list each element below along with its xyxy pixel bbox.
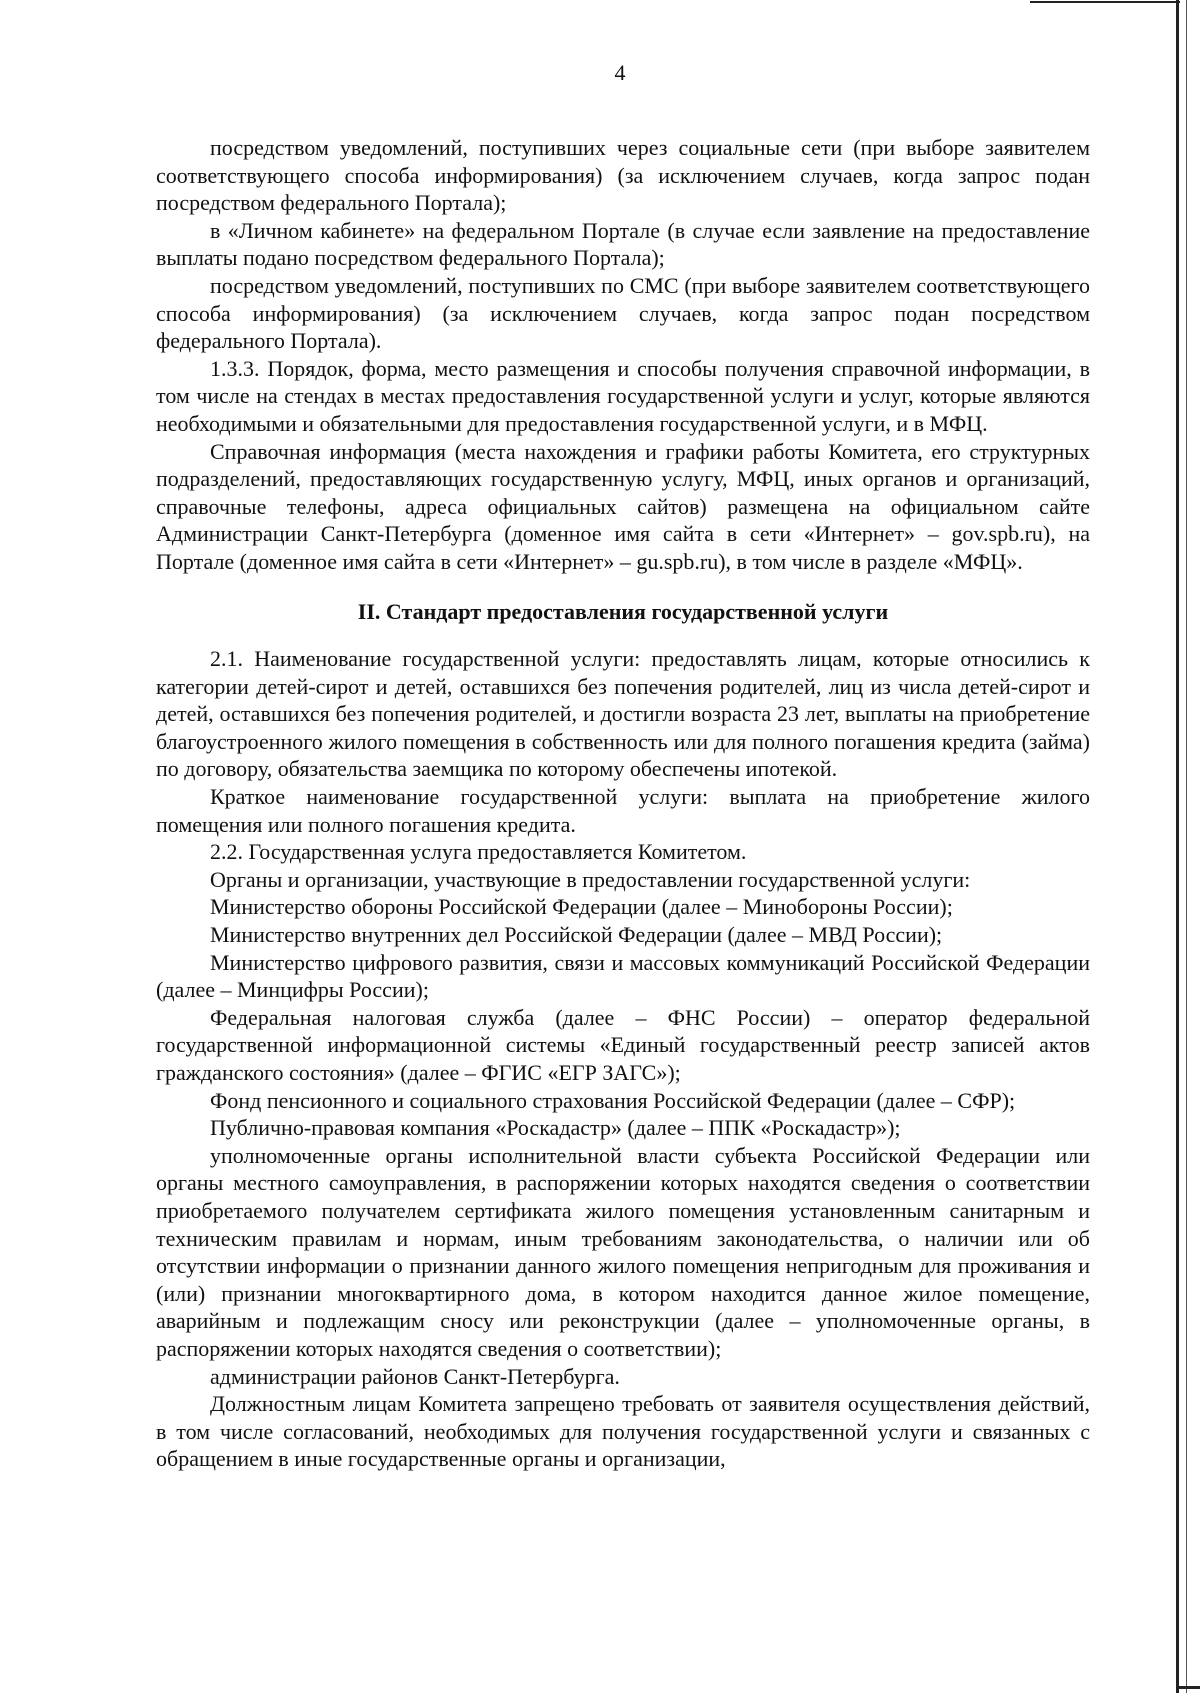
scan-border-right — [1176, 0, 1179, 1693]
paragraph: Министерство цифрового развития, связи и массовых коммуникаций Российской Федерации (далее – Минцифры России); — [156, 949, 1090, 1003]
scan-border-bottom — [1176, 1686, 1200, 1689]
paragraph: 2.1. Наименование государственной услуги: предоставлять лицам, которые относились к категории детей-сирот и детей, оставшихся без попечения родителей, лиц из числа детей-сирот и детей, оставшихся без попечения родителей, и достигли возраста 23 лет, выплаты на приобретение благоустроенного жилого помещения в собственность или для полного погашения кредита (займа) по договору, обязательства заемщика по которому обеспечены ипотекой. — [156, 646, 1090, 782]
page-number: 4 — [614, 60, 626, 85]
paragraph: администрации районов Санкт-Петербурга. — [210, 1363, 620, 1389]
paragraph: посредством уведомлений, поступивших через социальные сети (при выборе заявителем соответствующего способа информирования) (за исключением случаев, когда запрос подан посредством федерального Портала); — [156, 135, 1090, 216]
paragraph: уполномоченные органы исполнительной власти субъекта Российской Федерации или органы местного самоуправления, в распоряжении которых находятся сведения о соответствии приобретаемого получателем сертификата жилого помещения установленным санитарным и техническим правилам и нормам, иным требованиям законодательства, о наличии или об отсутствии информации о признании данного жилого помещения непригодным для проживания и (или) признании многоквартирного дома, в котором находится данное жилое помещение, аварийным и подлежащим сносу или реконструкции (далее – уполномоченные органы, в распоряжении которых находятся сведения о соответствии); — [156, 1142, 1090, 1361]
paragraph: Справочная информация (места нахождения и графики работы Комитета, его структурных подразделений, предоставляющих государственную услугу, МФЦ, иных органов и организаций, справочные телефоны, адреса официальных сайтов) размещена на официальном сайте Администрации Санкт-Петербурга (доменное имя сайта в сети «Интернет» – gov.spb.ru), на Портале (доменное имя сайта в сети «Интернет» – gu.spb.ru), в том числе в разделе «МФЦ». — [156, 438, 1090, 574]
paragraph: 2.2. Государственная услуга предоставляется Комитетом. — [210, 839, 747, 865]
paragraph: Министерство внутренних дел Российской Федерации (далее – МВД России); — [210, 922, 943, 948]
scan-border-top — [1030, 1, 1180, 3]
document-body — [156, 134, 1090, 1473]
paragraph: Министерство обороны Российской Федерации (далее – Минобороны России); — [210, 894, 953, 920]
paragraph: Федеральная налоговая служба (далее – ФНС России) – оператор федеральной государственной информационной системы «Единый государственный реестр записей актов гражданского состояния» (далее – ФГИС «ЕГР ЗАГС»); — [156, 1004, 1090, 1085]
paragraph: Фонд пенсионного и социального страхования Российской Федерации (далее – СФР); — [210, 1087, 1016, 1113]
paragraph: Краткое наименование государственной услуги: выплата на приобретение жилого помещения или полного погашения кредита. — [156, 784, 1090, 837]
paragraph: в «Личном кабинете» на федеральном Портале (в случае если заявление на предоставление выплаты подано посредством федерального Портала); — [156, 217, 1090, 271]
scan-border-right-inner — [1186, 0, 1187, 1693]
paragraph: 1.3.3. Порядок, форма, место размещения и способы получения справочной информации, в том числе на стендах в местах предоставления государственной услуги и услуг, которые являются необходимыми и обязательными для предоставления государственной услуги, и в МФЦ. — [156, 355, 1090, 436]
section-heading: II. Стандарт предоставления государственной услуги — [357, 598, 889, 624]
paragraph: посредством уведомлений, поступивших по СМС (при выборе заявителем соответствующего способа информирования) (за исключением случаев, когда запрос подан посредством федерального Портала). — [156, 272, 1090, 354]
paragraph: Публично-правовая компания «Роскадастр» (далее – ППК «Роскадастр»); — [210, 1115, 901, 1141]
paragraph: Органы и организации, участвующие в предоставлении государственной услуги: — [210, 866, 971, 892]
paragraph: Должностным лицам Комитета запрещено требовать от заявителя осуществления действий, в том числе согласований, необходимых для получения государственной услуги и связанных с обращением в иные государственные органы и организации, — [156, 1391, 1090, 1472]
